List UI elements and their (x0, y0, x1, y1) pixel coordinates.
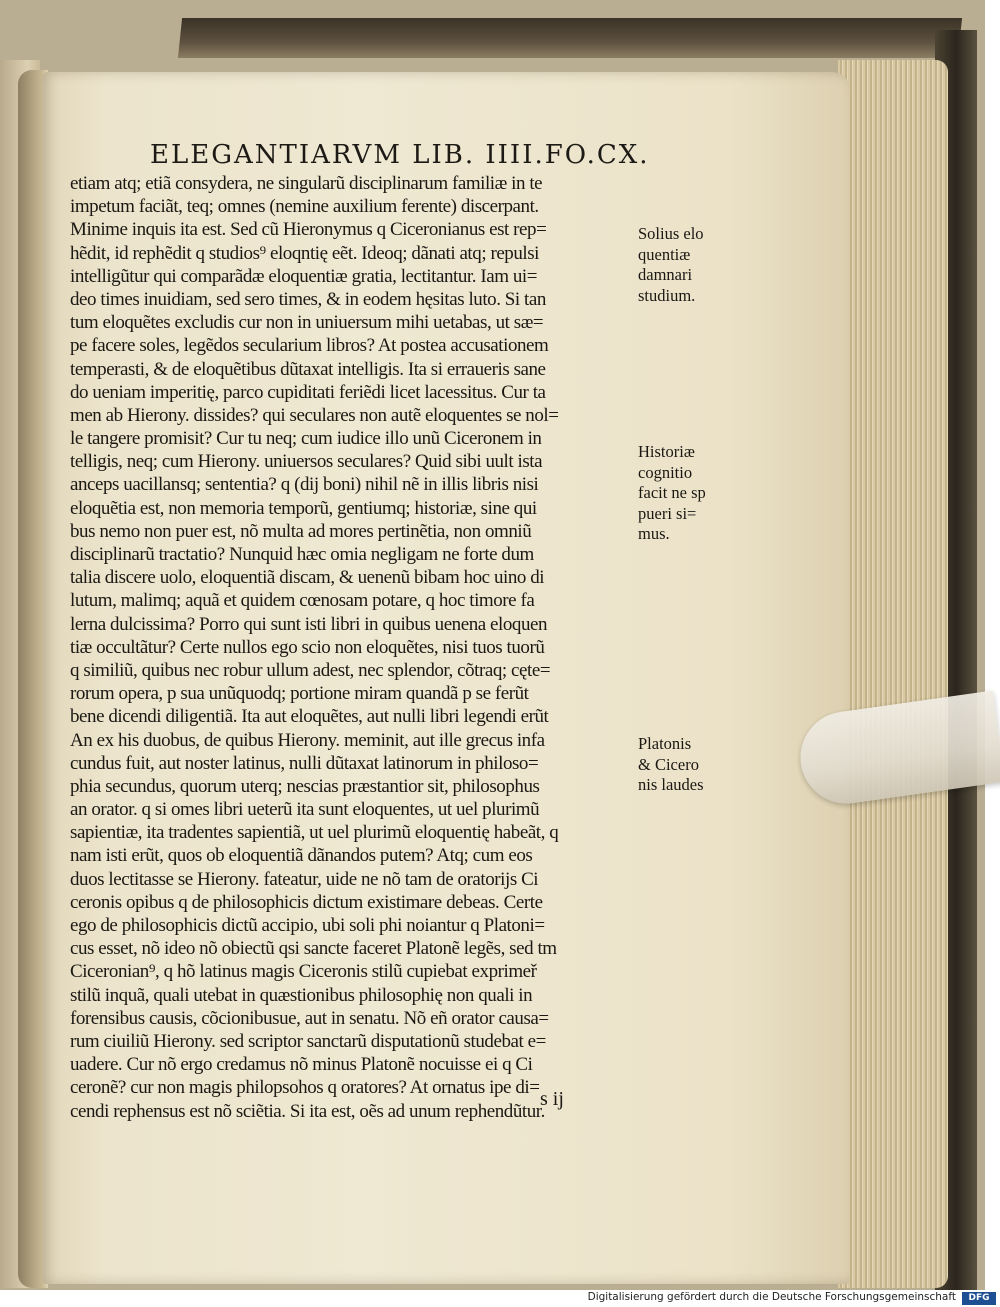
text-line: uadere. Cur nõ ergo credamus nõ minus Platonẽ nocuisse ei q Ci (70, 1054, 533, 1076)
text-line: cundus fuit, aut noster latinus, nulli dũtaxat latinorum in philoso= (70, 752, 539, 774)
text-line: phia secundus, quorum uterq; nescias præstantior sit, philosophus (70, 775, 540, 797)
margin-note-line: damnari (638, 265, 693, 284)
text-line: nam isti erũt, quos ob eloquentiã dãnandos putem? Atq; cum eos (70, 845, 533, 867)
text-line: duos lectitasse se Hierony. fateatur, uide ne nõ tam de oratorijs Ci (70, 868, 539, 890)
running-title: ELEGANTIARVM LIB. IIII. (150, 140, 545, 170)
text-line: hẽdit, id rephẽdit q studios⁹ eloqntię eẽt. Ideoq; dãnati atq; repulsi (70, 242, 540, 264)
margin-note-3 (638, 734, 718, 796)
text-line: deo times inuidiam, sed sero times, & in eodem hęsitas luto. Si tan (70, 288, 546, 310)
text-line: disciplinarũ tractatio? Nunquid hæc omia negligam ne forte dum (70, 544, 534, 565)
text-line: Ciceronian⁹, q hõ latinus magis Ciceronis stilũ cupiebat exprimeř (70, 961, 537, 983)
text-line: tum eloquẽtes excludis cur non in uniuersum mihi uetabas, ut sæ= (70, 312, 544, 334)
margin-note-line: facit ne sp (638, 483, 706, 502)
text-line: men ab Hierony. dissides? qui seculares non autẽ eloquentes se nol= (70, 404, 559, 426)
text-line: ceronis opibus q de philosophicis dictum existimare debeas. Certe (70, 891, 543, 913)
text-line: cendi rephensus est nõ sciẽtia. Si ita est, oẽs ad unum rephendũtur. (70, 1100, 545, 1122)
text-line: rum ciuiliũ Hierony. sed scriptor sanctarũ disputationũ studebat e= (70, 1030, 546, 1052)
main-text-block (70, 172, 636, 1123)
text-line: stilũ inquã, quali utebat in quæstionibus philosophię non quali in (70, 984, 533, 1006)
text-line: forensibus causis, cõcionibusue, aut in senatu. Nõ eñ orator causa= (70, 1007, 549, 1029)
text-line: An ex his duobus, de quibus Hierony. meminit, aut ille grecus infa (70, 729, 545, 751)
text-line: le tangere promisit? Cur tu neq; cum iudice illo unũ Ciceronem in (70, 428, 542, 450)
text-line: rorum opera, p sua unũquodq; portione miram quandã p se ferũt (70, 683, 529, 705)
margin-note-line: mus. (638, 524, 670, 543)
dfg-logo: DFG (962, 1292, 996, 1305)
text-line: talia discere uolo, eloquentiã discam, & uenenũ bibam hoc uino di (70, 567, 545, 589)
page-stack-edge (838, 60, 948, 1288)
text-line: eloquẽtia est, non memoria temporũ, gentiumq; historiæ, sine qui (70, 497, 537, 519)
text-line: anceps uacillansq; sententia? q (dij boni) nihil nẽ in illis libris nisi (70, 474, 539, 496)
folio-number: FO.CX. (544, 140, 650, 170)
text-line: temperasti, & de eloquẽtibus dũtaxat intelligis. Ita si erraueris sane (70, 358, 546, 380)
running-header (150, 140, 650, 174)
margin-note-line: Platonis (638, 734, 692, 753)
margin-note-line: quentiæ (638, 244, 691, 264)
text-line: impetum faciãt, teq; omnes (nemine auxilium ferente) discerpant. (70, 196, 539, 218)
text-line: telligis, neq; cum Hierony. uniuersos seculares? Quid sibi uult ista (70, 451, 543, 473)
text-line: sapientiæ, ita tradentes sapientiã, ut uel plurimũ eloquentię habeãt, q (70, 822, 559, 844)
margin-note-1 (638, 224, 718, 306)
text-line: an orator. q si omes libri ueterũ ita sunt eloquentes, ut uel plurimũ (70, 799, 540, 821)
text-line: lutum, malimq; aquã et quidem cœnosam potare, q hoc timore fa (70, 590, 535, 612)
margin-note-line: Solius elo (638, 224, 704, 243)
margin-note-line: nis laudes (638, 775, 704, 794)
text-line: cus esset, nõ ideo nõ obiectũ qsi sancte faceret Platonẽ legẽs, sed tm (70, 938, 557, 960)
text-line: Minime inquis ita est. Sed cũ Hieronymus q Ciceronianus est rep= (70, 219, 547, 241)
text-line: ego de philosophicis dictũ accipio, ubi soli phi noiantur q Platoni= (70, 915, 545, 936)
margin-note-line: pueri si= (638, 503, 697, 523)
text-line: q similiũ, quibus nec robur ullum adest, nec splendor, cõtraq; cęte= (70, 659, 551, 681)
text-line: intelligũtur qui comparãdæ eloquentiæ gratia, lectitantur. Iam ui= (70, 265, 537, 287)
text-line: pe facere soles, legẽdos secularium libros? At postea accusationem (70, 335, 549, 357)
margin-note-2 (638, 442, 718, 545)
text-line: bus nemo non puer est, nõ multa ad mores pertinẽtia, non omniũ (70, 520, 532, 542)
book-top-edge (178, 18, 962, 58)
margin-note-line: studium. (638, 285, 696, 305)
text-line: tiæ occultãtur? Certe nullos ego scio non eloquẽtes, nisi tuos tuorũ (70, 636, 545, 658)
margin-note-line: cognitio (638, 462, 693, 482)
signature-mark: s ij (540, 1088, 564, 1110)
text-line: etiam atq; etiã consydera, ne singularũ disciplinarum familiæ in te (70, 173, 543, 194)
margin-note-line: & Cicero (638, 754, 699, 774)
text-line: lerna dulcissima? Porro qui sunt isti libri in quibus uenena eloquen (70, 613, 548, 635)
text-line: ceronẽ? cur non magis philopsohos q oratores? At ornatus ipe di= (70, 1077, 540, 1099)
text-line: do ueniam imperitię, parco cupiditati feriẽdi licet lacessitus. Cur ta (70, 381, 546, 403)
funding-credit: Digitalisierung gefördert durch die Deutsche Forschungsgemeinschaft (587, 1291, 956, 1303)
margin-note-line: Historiæ (638, 442, 695, 461)
text-line: bene dicendi diligentiã. Ita aut eloquẽtes, aut nulli libri legendi erũt (70, 706, 549, 728)
